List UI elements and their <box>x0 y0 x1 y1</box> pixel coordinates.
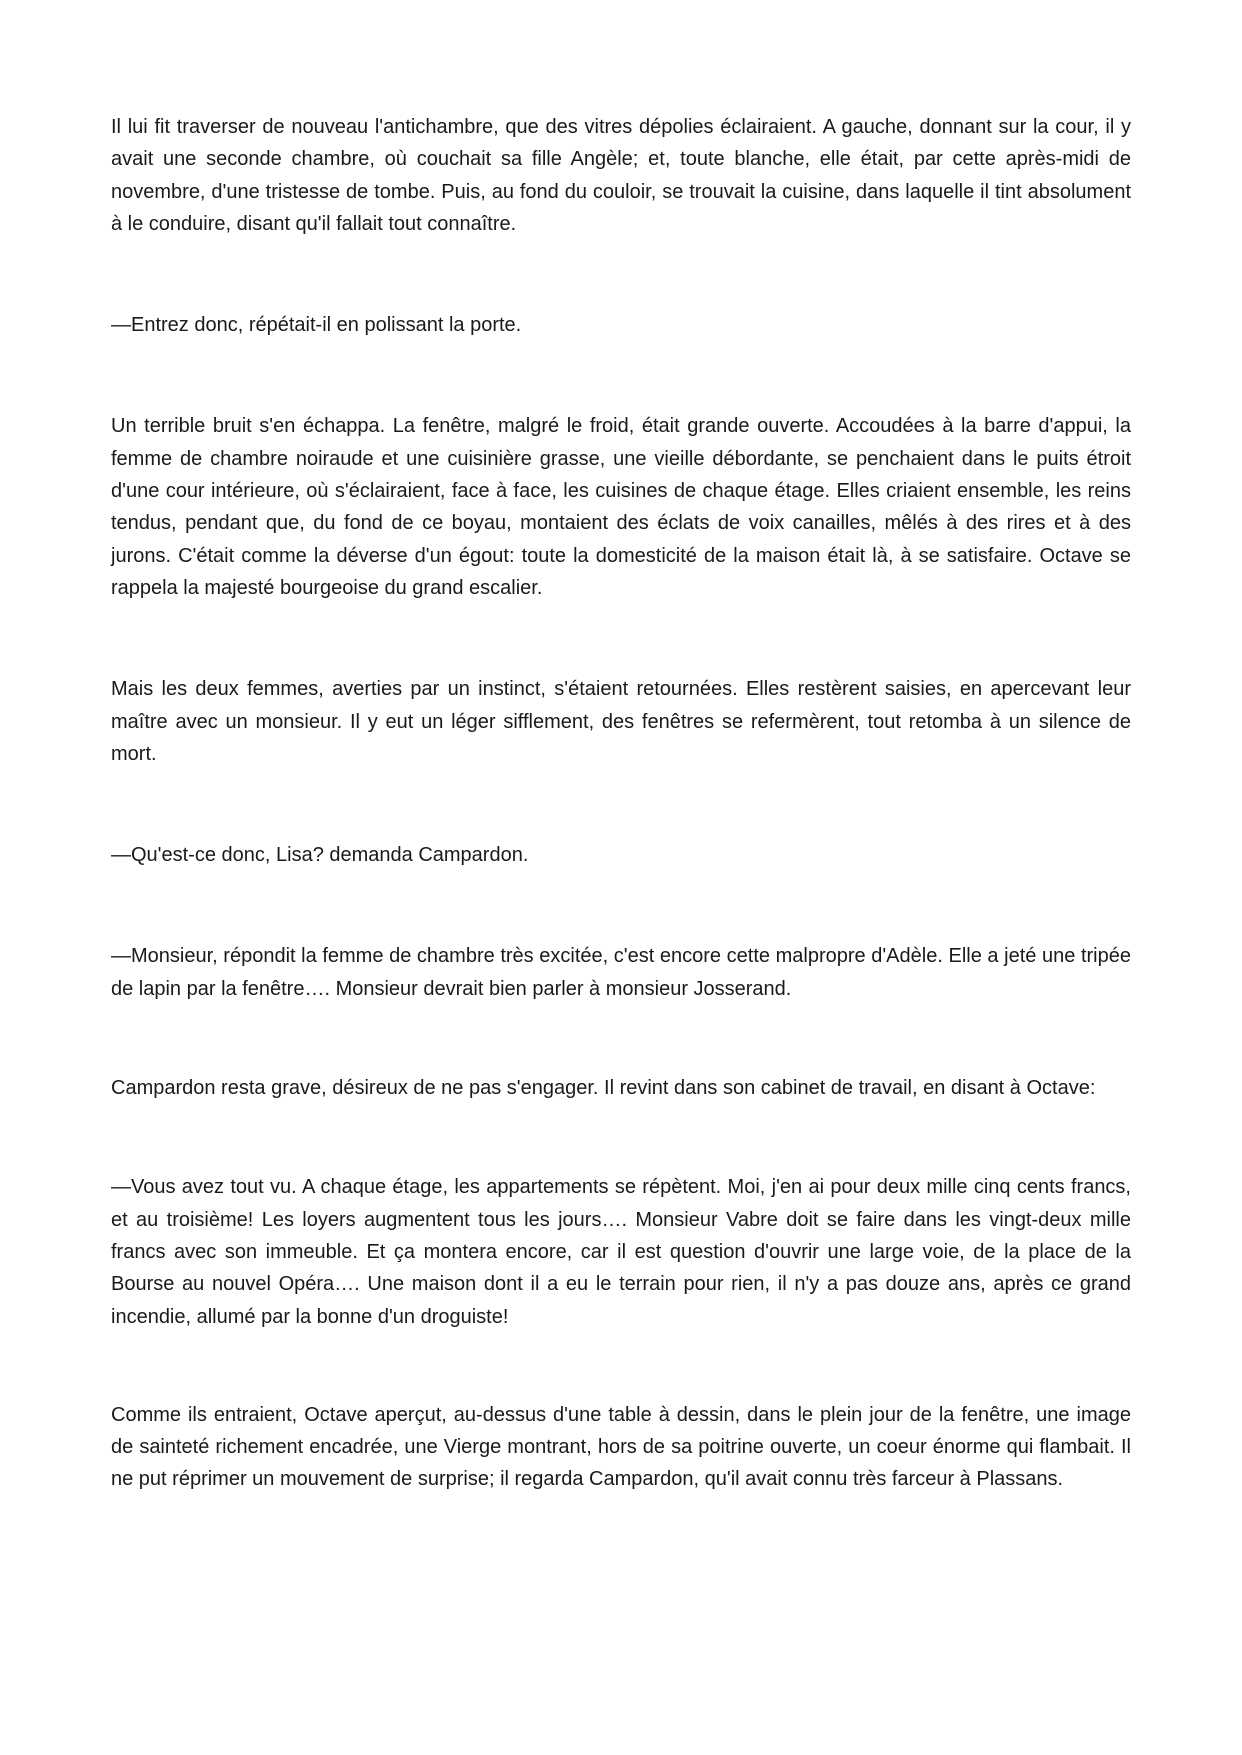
paragraph-5: —Qu'est-ce donc, Lisa? demanda Campardon. <box>111 844 529 867</box>
paragraph-1: Il lui fit traverser de nouveau l'antichambre, que des vitres dépolies éclairaient. A gauche, donnant sur la cour, il y avait une seconde chambre, où couchait sa fille Angèle; et, toute blanche, elle était, par cette après-midi de novembre, d'une tristesse de tombe. Puis, au fond du couloir, se trouvait la cuisine, dans laquelle il tint absolument à le conduire, disant qu'il fallait tout connaître. <box>111 116 1131 235</box>
paragraph-7: Campardon resta grave, désireux de ne pas s'engager. Il revint dans son cabinet de travail, en disant à Octave: <box>111 1077 1096 1100</box>
paragraph-4: Mais les deux femmes, averties par un instinct, s'étaient retournées. Elles restèrent saisies, en apercevant leur maître avec un monsieur. Il y eut un léger sifflement, des fenêtres se refermèrent, tout retomba à un silence de mort. <box>111 678 1131 765</box>
paragraph-8: —Vous avez tout vu. A chaque étage, les appartements se répètent. Moi, j'en ai pour deux mille cinq cents francs, et au troisième! Les loyers augmentent tous les jours…. Monsieur Vabre doit se faire dans les vingt-deux mille francs avec son immeuble. Et ça montera encore, car il est question d'ouvrir une large voie, de la place de la Bourse au nouvel Opéra…. Une maison dont il a eu le terrain pour rien, il n'y a pas douze ans, après ce grand incendie, allumé par la bonne d'un droguiste! <box>111 1176 1131 1328</box>
paragraph-2: —Entrez donc, répétait-il en polissant la porte. <box>111 314 522 337</box>
paragraph-3: Un terrible bruit s'en échappa. La fenêtre, malgré le froid, était grande ouverte. Accoudées à la barre d'appui, la femme de chambre noiraude et une cuisinière grasse, une vieille débordante, se penchaient dans le puits étroit d'une cour intérieure, où s'éclairaient, face à face, les cuisines de chaque étage. Elles criaient ensemble, les reins tendus, pendant que, du fond de ce boyau, montaient des éclats de voix canailles, mêlés à des rires et à des jurons. C'était comme la déverse d'un égout: toute la domesticité de la maison était là, à se satisfaire. Octave se rappela la majesté bourgeoise du grand escalier. <box>111 415 1131 599</box>
document-page <box>111 111 1131 1496</box>
paragraph-6: —Monsieur, répondit la femme de chambre très excitée, c'est encore cette malpropre d'Adèle. Elle a jeté une tripée de lapin par la fenêtre…. Monsieur devrait bien parler à monsieur Josserand. <box>111 945 1131 1000</box>
paragraph-9: Comme ils entraient, Octave aperçut, au-dessus d'une table à dessin, dans le plein jour de la fenêtre, une image de sainteté richement encadrée, une Vierge montrant, hors de sa poitrine ouverte, un coeur énorme qui flambait. Il ne put réprimer un mouvement de surprise; il regarda Campardon, qu'il avait connu très farceur à Plassans. <box>111 1403 1131 1491</box>
